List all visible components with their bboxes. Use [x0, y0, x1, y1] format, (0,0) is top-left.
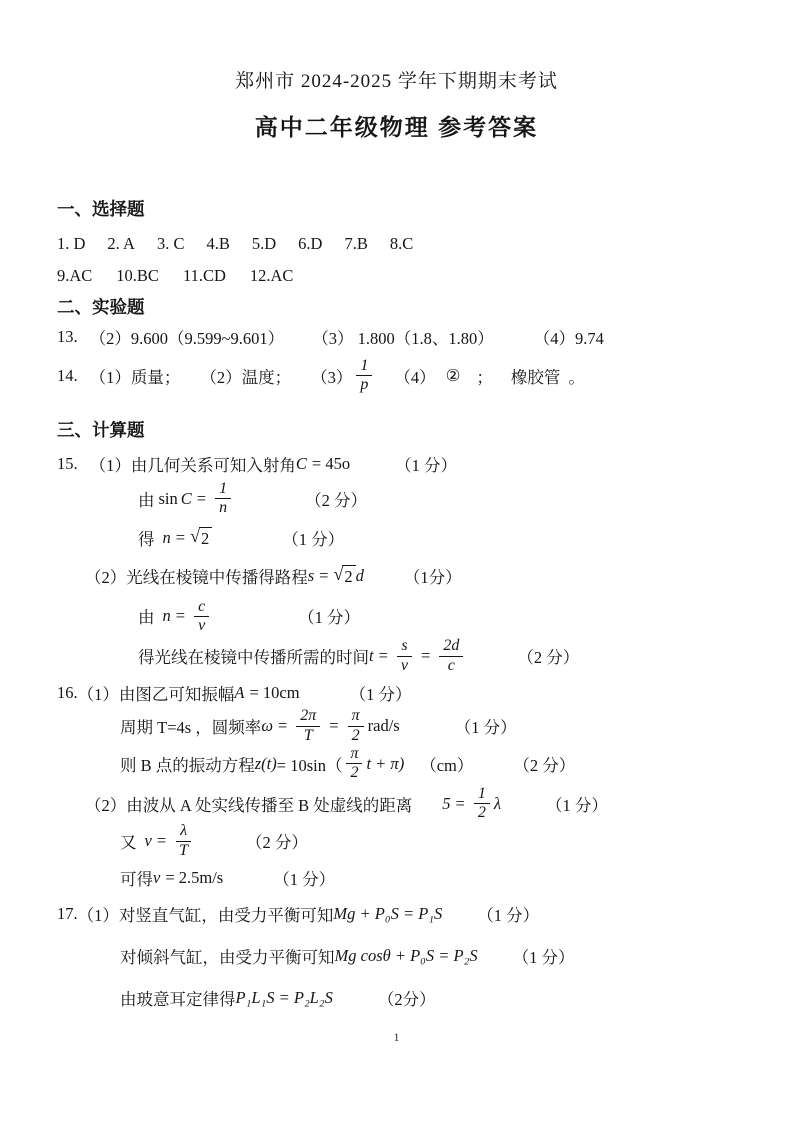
- formula-fraction: [397, 637, 412, 675]
- choice-answer-8: 8.C: [389, 234, 414, 253]
- answer-text: （2）温度；: [200, 367, 292, 387]
- radicand: 2: [199, 527, 212, 549]
- formula-variable: v: [153, 868, 161, 888]
- formula-operator: =: [277, 716, 288, 736]
- q13-answer-line: [0, 325, 793, 349]
- statement-text: （2）由波从 A 处实线传播至 B 处虚线的距离: [85, 795, 413, 815]
- statement-text: 得: [138, 529, 155, 549]
- q15-formula-line-n: [0, 526, 793, 550]
- formula-fraction: [346, 745, 362, 783]
- formula-expression: = 10sin（: [276, 755, 343, 775]
- score-label: （2 分）: [305, 490, 367, 510]
- formula-expression: = 2.5m/s: [165, 868, 224, 888]
- statement-text: 对倾斜气缸，由受力平衡可知: [120, 948, 335, 968]
- fraction-numerator: π: [346, 745, 362, 764]
- punctuation: ；: [476, 367, 493, 387]
- statement-text: 得光线在棱镜中传播所需的时间: [138, 648, 369, 668]
- q15-formula-line-time: [0, 637, 793, 675]
- q16-part2-line: [0, 785, 793, 823]
- statement-text: 则 B 点的振动方程: [120, 755, 255, 775]
- formula-expression: Mg cosθ + P₀S = P₂S: [334, 946, 478, 966]
- fraction-numerator: π: [348, 707, 364, 726]
- fraction-numerator: 1: [215, 480, 231, 499]
- radical-sign: √: [333, 563, 344, 584]
- q15-formula-line-sinc: [0, 480, 793, 518]
- score-label: （1 分）: [349, 685, 412, 705]
- formula-operator: =: [455, 793, 465, 813]
- formula-expression: P₁L₁S = P₂L₂S: [235, 988, 333, 1008]
- radicand: 2: [342, 565, 355, 587]
- question-number: 17.: [57, 904, 78, 924]
- formula-fraction: [356, 357, 372, 395]
- formula-variable: d: [355, 565, 364, 585]
- fraction-numerator: 1: [356, 357, 372, 376]
- formula-fraction: [439, 637, 463, 675]
- statement-text: （1）对竖直气缸，由受力平衡可知: [77, 906, 334, 926]
- q17-incline-line: [0, 944, 793, 968]
- circled-two-answer: ②: [445, 365, 461, 385]
- question-number: 13.: [57, 327, 78, 346]
- formula-variable: n: [162, 606, 171, 626]
- choice-answer-1: 1. D: [57, 234, 86, 253]
- square-root: [190, 527, 212, 549]
- score-label: （1 分）: [395, 455, 457, 475]
- formula-variable: v: [144, 831, 152, 851]
- choice-answer-7: 7.B: [344, 234, 368, 253]
- score-label: （2 分）: [246, 833, 308, 853]
- q16-result-line: [0, 866, 793, 890]
- q17-part1-line: [0, 902, 793, 926]
- formula-variable: n: [162, 527, 171, 547]
- choice-answer-4: 4.B: [206, 234, 230, 253]
- fraction-denominator: T: [303, 726, 313, 744]
- formula-operator: =: [329, 716, 339, 736]
- formula-operator: =: [196, 488, 207, 508]
- answer-text: （3） 1.800（1.8、1.80）: [312, 329, 494, 348]
- formula-fraction: [296, 707, 320, 745]
- fraction-denominator: v: [198, 616, 206, 634]
- formula-operator: =: [175, 606, 186, 626]
- fraction-denominator: T: [179, 841, 189, 859]
- fraction-denominator: 2: [350, 764, 359, 782]
- formula-expression: = 45o: [311, 453, 351, 473]
- statement-text: （1）由几何关系可知入射角: [89, 455, 296, 475]
- q16-part1-line: [0, 681, 793, 705]
- fraction-denominator: 2: [351, 726, 360, 744]
- q16-formula-line-zt: [0, 745, 793, 783]
- formula-operator: =: [175, 527, 186, 547]
- q14-answer-line: [0, 357, 793, 395]
- square-root: [333, 565, 355, 587]
- choice-answer-11: 11.CD: [182, 266, 226, 285]
- page-number: 1: [393, 1030, 400, 1045]
- section-heading-multiple-choice: 一、选择题: [57, 199, 145, 219]
- formula-variable: A: [234, 683, 245, 703]
- formula-operator: =: [156, 831, 167, 851]
- statement-text: 可得: [120, 870, 153, 890]
- question-number: 15.: [57, 453, 78, 473]
- formula-variable: z(t): [254, 753, 277, 773]
- fraction-numerator: 1: [474, 785, 490, 804]
- score-label: （1分）: [403, 567, 462, 587]
- score-label: （1 分）: [298, 608, 361, 628]
- answer-text: （2）9.600（9.599~9.601）: [89, 329, 285, 348]
- fraction-numerator: 2d: [439, 637, 463, 656]
- formula-expression: = 10cm: [249, 683, 300, 703]
- formula-operator: =: [319, 565, 329, 585]
- formula-variable: 5: [442, 793, 451, 813]
- answer-text: （1）质量；: [89, 367, 181, 387]
- fraction-denominator: c: [447, 656, 455, 674]
- question-number: 16.: [57, 683, 78, 703]
- statement-text: （1）由图乙可知振幅: [77, 685, 235, 705]
- fraction-numerator: s: [397, 637, 411, 656]
- answer-text: 橡胶管: [510, 367, 561, 387]
- q15-part2-line: [0, 564, 793, 588]
- formula-function: sin: [158, 488, 178, 508]
- formula-fraction: [194, 598, 209, 636]
- formula-expression: t + π): [366, 753, 405, 773]
- formula-expression: Mg + P₀S = P₁S: [333, 904, 443, 924]
- score-label: （1 分）: [512, 948, 575, 968]
- choice-answer-12: 12.AC: [249, 266, 294, 285]
- score-label: （2 分）: [513, 755, 576, 775]
- score-label: （2分）: [377, 990, 436, 1010]
- choice-answer-5: 5.D: [251, 234, 277, 253]
- fraction-denominator: v: [400, 656, 409, 674]
- fraction-numerator: 2π: [296, 707, 320, 726]
- section-heading-experiment: 二、实验题: [57, 297, 145, 317]
- answer-text: （3）: [311, 367, 353, 387]
- statement-text: 由: [138, 608, 155, 628]
- fraction-denominator: n: [219, 499, 228, 517]
- formula-fraction: [348, 707, 364, 745]
- q16-formula-line-v: [0, 822, 793, 860]
- statement-text: 由玻意耳定律得: [120, 990, 236, 1010]
- q15-part1-line: [0, 452, 793, 476]
- formula-operator: =: [421, 646, 431, 666]
- fraction-denominator: 2: [477, 804, 486, 822]
- formula-variable: t: [369, 646, 374, 666]
- exam-title: 郑州市 2024-2025 学年下期期末考试: [235, 71, 558, 92]
- statement-text: 又: [120, 833, 137, 853]
- answer-text: （4）9.74: [533, 329, 604, 348]
- formula-unit: （cm）: [420, 755, 474, 775]
- q15-formula-line-ncv: [0, 598, 793, 636]
- exam-subtitle: 高中二年级物理 参考答案: [254, 114, 539, 140]
- formula-variable: C: [295, 453, 307, 473]
- score-label: （1 分）: [282, 529, 345, 549]
- q17-boyle-line: [0, 986, 793, 1010]
- formula-fraction: [474, 785, 490, 823]
- statement-text: （2）光线在棱镜中传播得路程: [85, 567, 308, 587]
- answer-text: （4）: [394, 367, 436, 387]
- choice-answer-3: 3. C: [156, 234, 185, 253]
- formula-operator: =: [378, 646, 388, 666]
- fraction-numerator: c: [194, 598, 209, 617]
- q16-formula-line-omega: [0, 707, 793, 745]
- score-label: （1 分）: [545, 795, 608, 815]
- formula-variable: ω: [261, 716, 273, 736]
- radical-sign: √: [190, 525, 200, 546]
- choice-answer-6: 6.D: [298, 234, 323, 253]
- punctuation: 。: [568, 367, 585, 387]
- formula-fraction: [215, 480, 231, 518]
- score-label: （2 分）: [517, 648, 580, 668]
- section-heading-calculation: 三、计算题: [57, 419, 145, 440]
- statement-text: 周期 T=4s ，圆频率: [120, 718, 262, 738]
- choice-answers-row-2: [0, 266, 793, 286]
- fraction-denominator: p: [360, 376, 369, 394]
- question-number: 14.: [57, 365, 78, 385]
- choice-answer-2: 2. A: [107, 234, 135, 253]
- fraction-numerator: λ: [176, 822, 191, 841]
- score-label: （1 分）: [477, 906, 540, 926]
- choice-answer-10: 10.BC: [116, 266, 159, 285]
- formula-variable: C: [180, 488, 192, 508]
- formula-unit: rad/s: [367, 716, 400, 736]
- formula-fraction: [175, 822, 192, 860]
- choice-answer-9: 9.AC: [57, 266, 93, 285]
- score-label: （1 分）: [454, 718, 517, 738]
- formula-variable: s: [307, 565, 315, 585]
- score-label: （1 分）: [273, 870, 336, 890]
- statement-text: 由: [138, 490, 155, 510]
- formula-variable: λ: [493, 793, 501, 813]
- choice-answers-row-1: [0, 234, 793, 254]
